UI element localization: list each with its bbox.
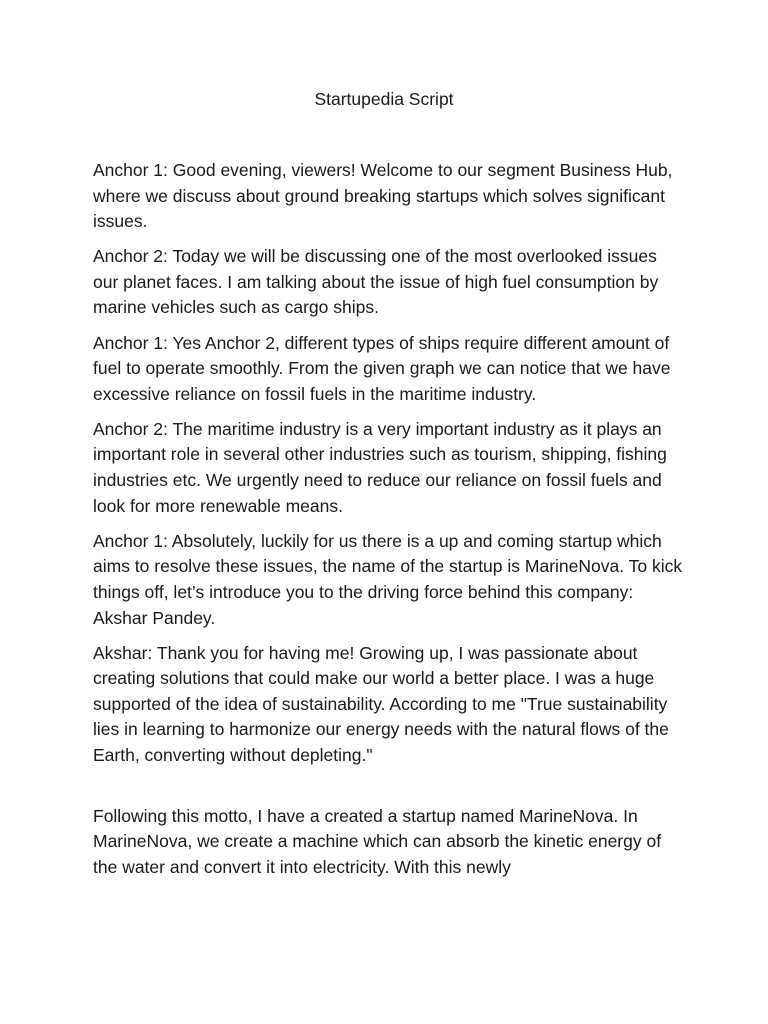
document-title: Startupedia Script — [314, 89, 454, 109]
paragraph-anchor2-issue: Anchor 2: Today we will be discussing one of the most overlooked issues our planet faces. I am talking about the issue of high fuel consumption by marine vehicles such as cargo ships. — [93, 246, 659, 318]
paragraph-anchor1-intro: Anchor 1: Good evening, viewers! Welcome to our segment Business Hub, where we discuss about ground breaking startups which solves significant issues. — [93, 160, 673, 232]
paragraph-akshar-motto: Following this motto, I have a created a startup named MarineNova. In MarineNova, we create a machine which can absorb the kinetic energy of the water and convert it into electricity. With this newly — [93, 805, 662, 877]
paragraph-anchor1-ships: Anchor 1: Yes Anchor 2, different types of ships require different amount of fuel to operate smoothly. From the given graph we can notice that we have excessive reliance on fossil fuels in the maritime industry. — [93, 332, 671, 404]
paragraph-anchor1-startup: Anchor 1: Absolutely, luckily for us there is a up and coming startup which aims to resolve these issues, the name of the startup is MarineNova. To kick things off, let’s introduce you to the driving force behind this company: Akshar Pandey. — [93, 530, 683, 628]
paragraph-anchor2-maritime: Anchor 2: The maritime industry is a very important industry as it plays an important role in several other industries such as tourism, shipping, fishing industries etc. We urgently need to reduce our reliance on fossil fuels and look for more renewable means. — [93, 418, 667, 516]
document-body — [93, 158, 685, 890]
paragraph-akshar-intro: Akshar: Thank you for having me! Growing up, I was passionate about creating solutions that could make our world a better place. I was a huge supported of the idea of sustainability. According to me "True sustainability lies in learning to harmonize our energy needs with the natural flows of the Earth, converting without depleting." — [93, 642, 669, 765]
